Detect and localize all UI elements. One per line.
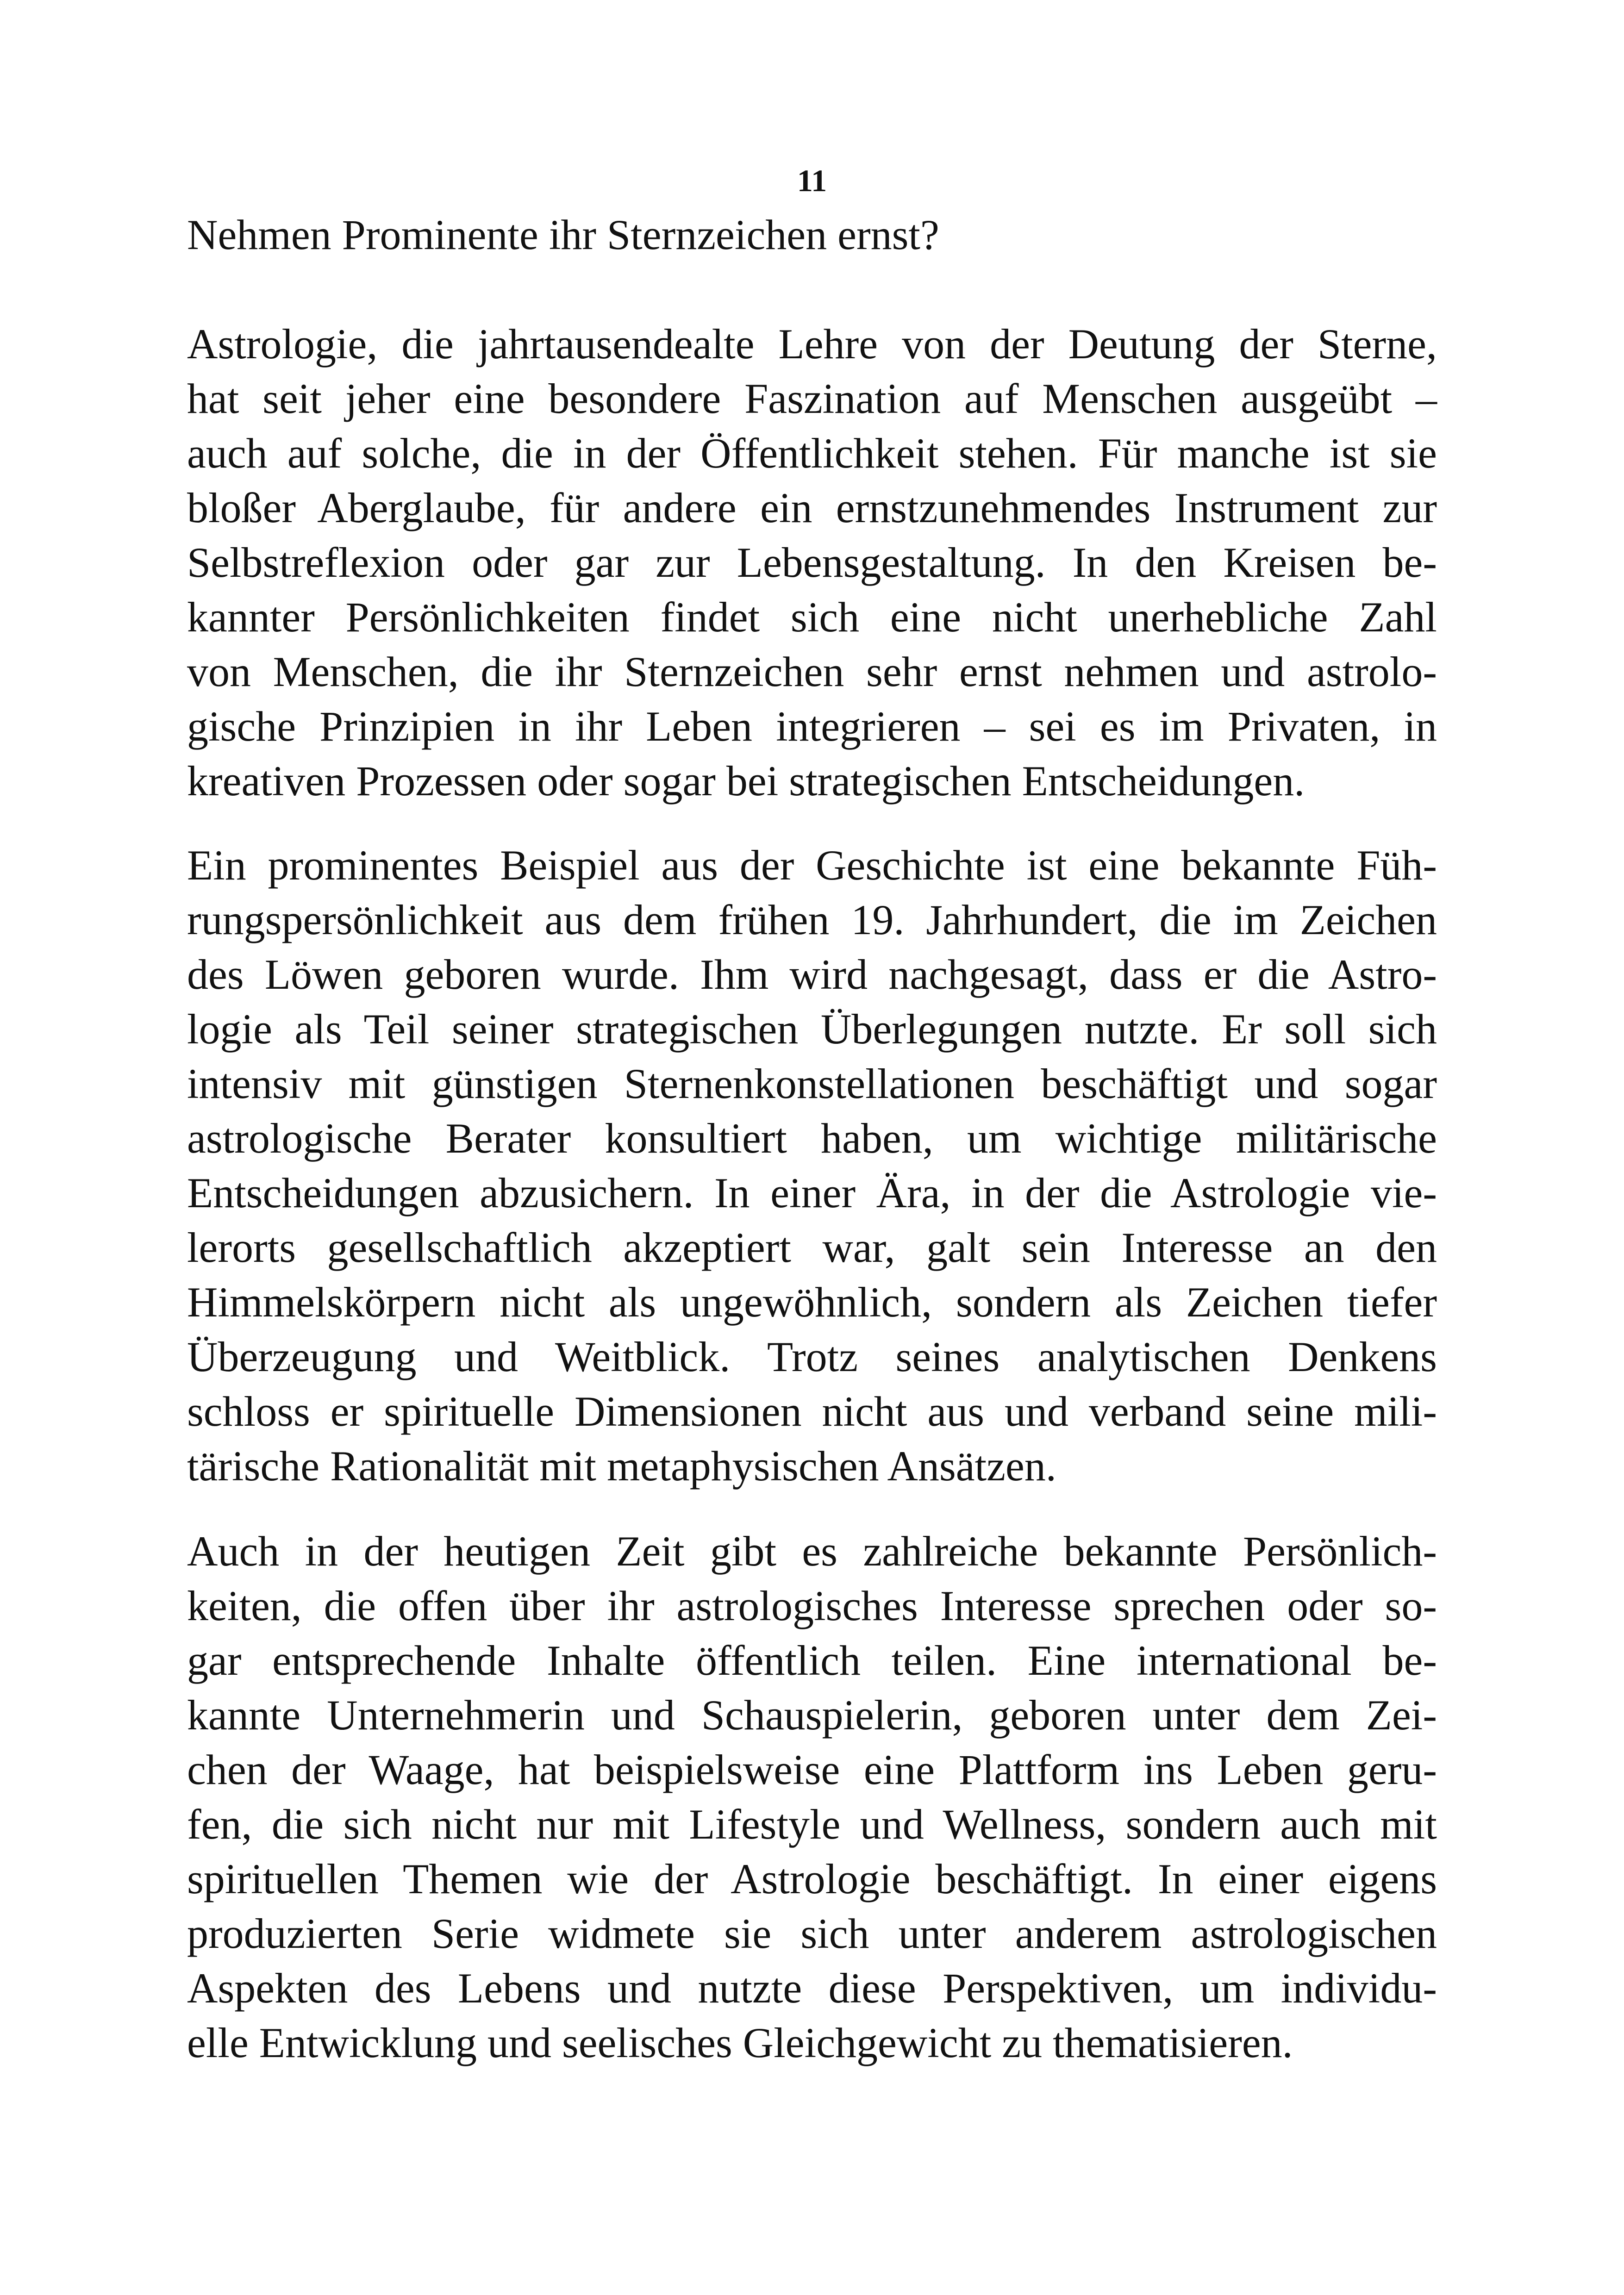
text-line: chen der Waage, hat beispielsweise eine Plattform ins Leben geru- — [187, 1746, 1437, 1793]
paragraph-1 — [187, 317, 1437, 808]
text-line: hat seit jeher eine besondere Faszination auf Menschen ausgeübt – — [187, 375, 1437, 422]
text-line: gische Prinzipien in ihr Leben integrieren – sei es im Privaten, in — [187, 703, 1437, 750]
text-line: intensiv mit günstigen Sternenkonstellationen beschäftigt und sogar — [187, 1060, 1437, 1107]
text-line: Astrologie, die jahrtausendealte Lehre von der Deutung der Sterne, — [187, 320, 1437, 368]
text-line: Auch in der heutigen Zeit gibt es zahlreiche bekannte Persönlich- — [187, 1528, 1437, 1575]
text-line: fen, die sich nicht nur mit Lifestyle und Wellness, sondern auch mit — [187, 1801, 1437, 1848]
text-line: rungspersönlichkeit aus dem frühen 19. Jahrhundert, die im Zeichen — [187, 896, 1437, 943]
text-line: kannter Persönlichkeiten findet sich eine nicht unerhebliche Zahl — [187, 593, 1437, 641]
page-number: 11 — [797, 163, 827, 198]
text-line: lerorts gesellschaftlich akzeptiert war, galt sein Interesse an den — [187, 1224, 1437, 1271]
text-line: tärische Rationalität mit metaphysischen Ansätzen. — [187, 1442, 1056, 1490]
text-line: spirituellen Themen wie der Astrologie beschäftigt. In einer eigens — [187, 1855, 1437, 1902]
text-line: Entscheidungen abzusichern. In einer Ära, in der die Astrologie vie- — [187, 1169, 1437, 1216]
text-line: auch auf solche, die in der Öffentlichkeit stehen. Für manche ist sie — [187, 430, 1437, 477]
text-line: elle Entwicklung und seelisches Gleichgewicht zu thematisieren. — [187, 2019, 1293, 2066]
text-line: Überzeugung und Weitblick. Trotz seines analytischen Denkens — [187, 1333, 1437, 1380]
text-line: gar entsprechende Inhalte öffentlich teilen. Eine international be- — [187, 1637, 1437, 1684]
paragraph-3 — [187, 1524, 1437, 2070]
text-line: Himmelskörpern nicht als ungewöhnlich, sondern als Zeichen tiefer — [187, 1278, 1437, 1326]
text-line: kannte Unternehmerin und Schauspielerin, geboren unter dem Zei- — [187, 1691, 1437, 1739]
text-line: schloss er spirituelle Dimensionen nicht aus und verband seine mili- — [187, 1388, 1437, 1435]
text-line: Aspekten des Lebens und nutzte diese Perspektiven, um individu- — [187, 1964, 1437, 2012]
text-line: keiten, die offen über ihr astrologisches Interesse sprechen oder so- — [187, 1582, 1437, 1629]
text-line: logie als Teil seiner strategischen Überlegungen nutzte. Er soll sich — [187, 1005, 1437, 1053]
text-line: des Löwen geboren wurde. Ihm wird nachgesagt, dass er die Astro- — [187, 951, 1437, 998]
text-line: kreativen Prozessen oder sogar bei strategischen Entscheidungen. — [187, 757, 1305, 804]
text-line: von Menschen, die ihr Sternzeichen sehr ernst nehmen und astrolo- — [187, 648, 1437, 695]
text-line: Ein prominentes Beispiel aus der Geschichte ist eine bekannte Füh- — [187, 842, 1437, 889]
text-line: astrologische Berater konsultiert haben, um wichtige militärische — [187, 1115, 1437, 1162]
paragraph-2 — [187, 838, 1437, 1493]
page-title: Nehmen Prominente ihr Sternzeichen ernst? — [187, 211, 939, 258]
text-line: bloßer Aberglaube, für andere ein ernstzunehmendes Instrument zur — [187, 484, 1437, 531]
text-line: produzierten Serie widmete sie sich unter anderem astrologischen — [187, 1910, 1437, 1957]
text-line: Selbstreflexion oder gar zur Lebensgestaltung. In den Kreisen be- — [187, 539, 1437, 586]
